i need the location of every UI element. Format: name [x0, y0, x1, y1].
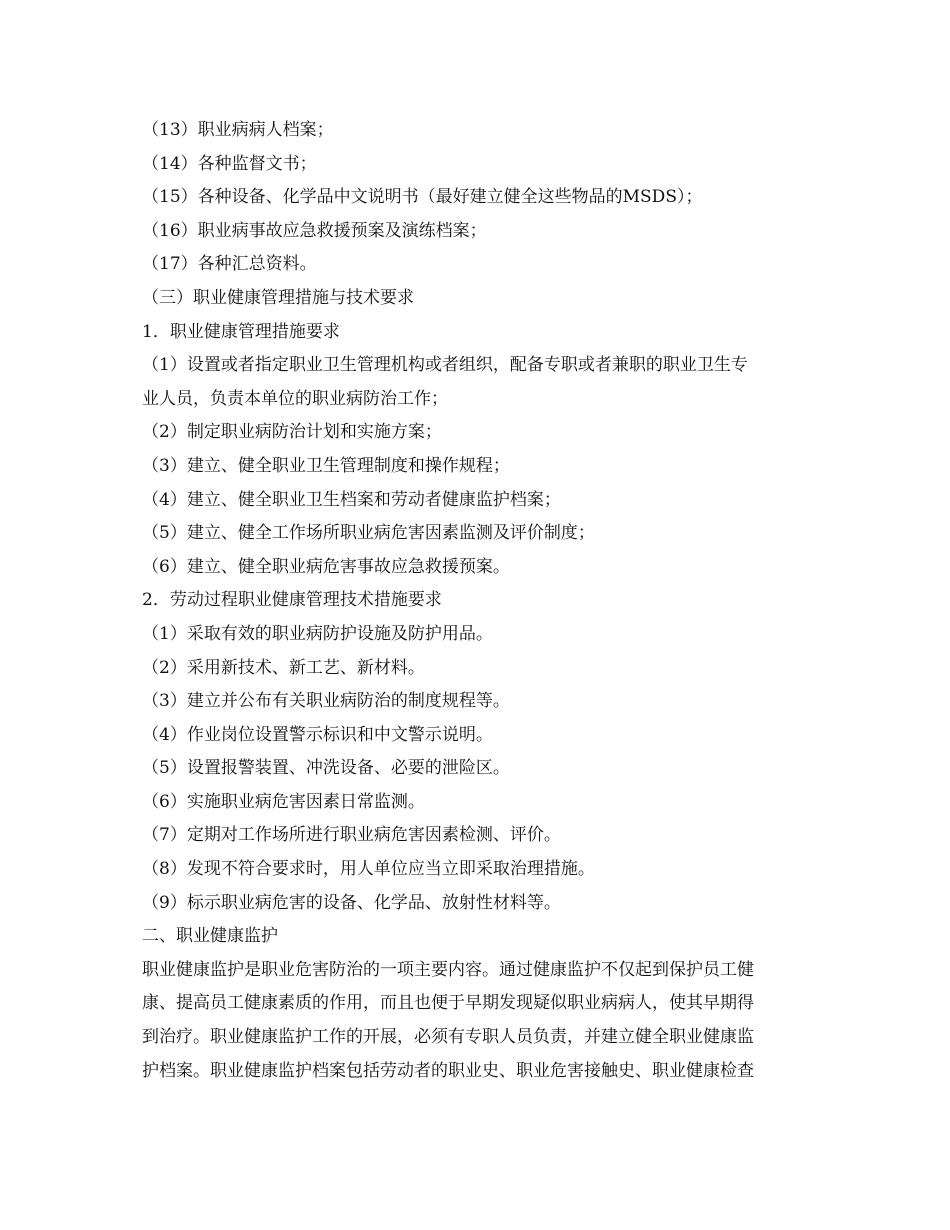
section-heading: 二、职业健康监护 [142, 926, 278, 947]
text-line: （3）建立、健全职业卫生管理制度和操作规程； [142, 455, 510, 476]
text-line: （15）各种设备、化学品中文说明书（最好建立健全这些物品的MSDS）； [142, 187, 703, 208]
text-line: 业人员，负责本单位的职业病防治工作； [142, 388, 448, 409]
text-line: （2）采用新技术、新工艺、新材料。 [142, 657, 425, 678]
text-line: （6）建立、健全职业病危害事故应急救援预案。 [142, 556, 510, 577]
document-body [142, 114, 822, 1088]
text-line: （4）建立、健全职业卫生档案和劳动者健康监护档案； [142, 489, 561, 510]
text-line: （1）采取有效的职业病防护设施及防护用品。 [142, 623, 493, 644]
paragraph-line: 护档案。职业健康监护档案包括劳动者的职业史、职业危害接触史、职业健康检查 [142, 1060, 754, 1081]
text-line: （4）作业岗位设置警示标识和中文警示说明。 [142, 724, 493, 745]
text-line: （5）设置报警装置、冲洗设备、必要的泄险区。 [142, 758, 510, 779]
text-line: （7）定期对工作场所进行职业病危害因素检测、评价。 [142, 825, 561, 846]
text-line: （9）标示职业病危害的设备、化学品、放射性材料等。 [142, 892, 561, 913]
text-line: （3）建立并公布有关职业病防治的制度规程等。 [142, 691, 510, 712]
text-line: （14）各种监督文书； [142, 153, 317, 174]
paragraph-line: 职业健康监护是职业危害防治的一项主要内容。通过健康监护不仅起到保护员工健 [142, 959, 754, 980]
text-line: （13）职业病病人档案； [142, 120, 334, 140]
text-line: （5）建立、健全工作场所职业病危害因素监测及评价制度； [142, 523, 595, 544]
subsection-heading: 1．职业健康管理措施要求 [142, 321, 340, 342]
paragraph-line: 到治疗。职业健康监护工作的开展，必须有专职人员负责，并建立健全职业健康监 [142, 1027, 754, 1048]
paragraph-line: 康、提高员工健康素质的作用，而且也便于早期发现疑似职业病病人，使其早期得 [142, 993, 754, 1014]
text-line: （6）实施职业病危害因素日常监测。 [142, 791, 425, 812]
text-line: （2）制定职业病防治计划和实施方案； [142, 422, 442, 443]
text-line: （17）各种汇总资料。 [142, 254, 317, 275]
text-line: （1）设置或者指定职业卫生管理机构或者组织，配备专职或者兼职的职业卫生专 [142, 355, 748, 376]
subsection-heading: 2．劳动过程职业健康管理技术措施要求 [142, 590, 442, 611]
text-line: （16）职业病事故应急救援预案及演练档案； [142, 220, 487, 241]
text-line: （8）发现不符合要求时，用人单位应当立即采取治理措施。 [142, 859, 595, 880]
section-heading: （三）职业健康管理措施与技术要求 [142, 287, 414, 308]
